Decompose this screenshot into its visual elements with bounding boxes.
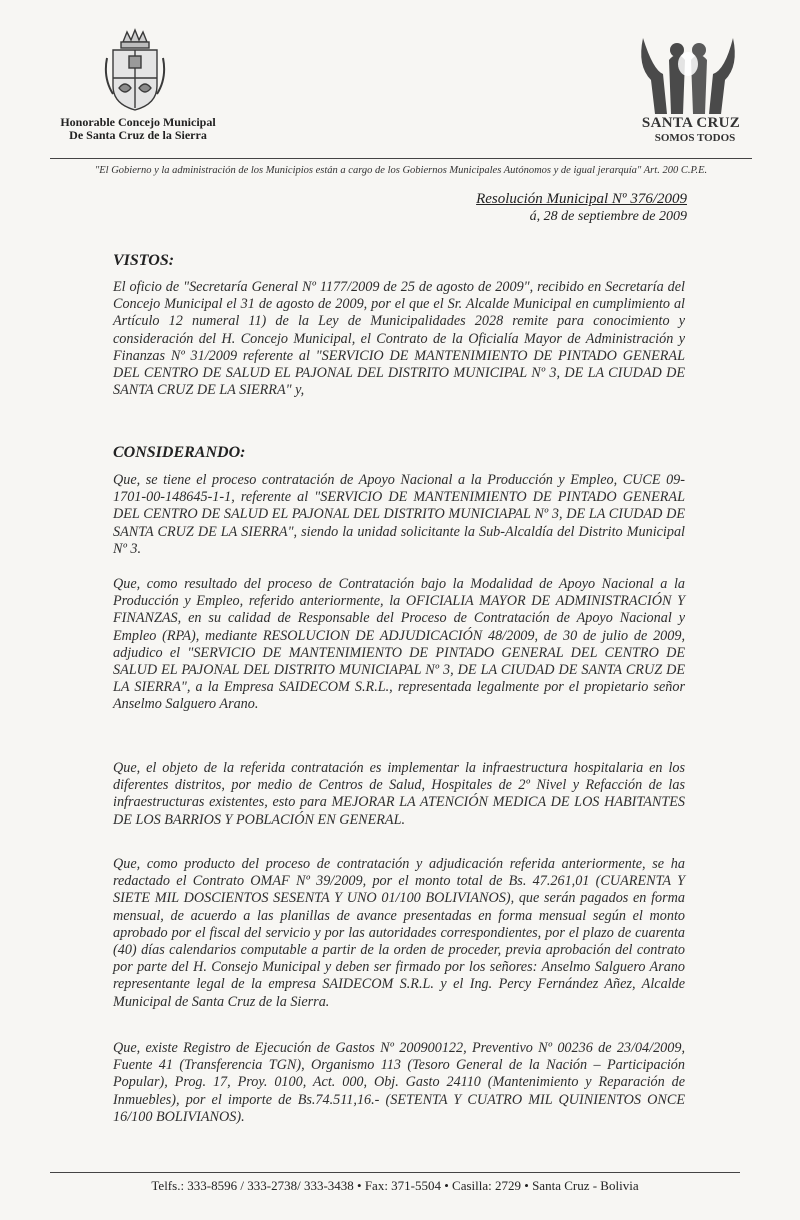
paragraph-considerando-5: Que, existe Registro de Ejecución de Gastos Nº 200900122, Preventivo Nº 00236 de 23/04/2009, Fuente 41 (Transferencia TGN), Organismo 113 (Tesoro General de la Nación – Participación Popular), Prog. 17, Proy. 0100, Act. 000, Obj. Gasto 24110 (Mantenimiento y Reparación de Inmuebles), por el importe de Bs.74.511,16.- (SETENTA Y CUATRO MIL QUINIENTOS ONCE 16/100 BOLIVIANOS). [113, 1040, 685, 1125]
paragraph-considerando-1: Que, se tiene el proceso contratación de Apoyo Nacional a la Producción y Empleo, CUCE 09-1701-00-148645-1-1, referente al "SERVICIO DE MANTENIMIENTO DE PINTADO GENERAL DEL CENTRO DE SALUD EL PAJONAL DEL DISTRITO MUNICIAPAL Nº 3, DE LA CIUDAD DE SANTA CRUZ DE LA SIERRA", siendo la unidad solicitante la Sub-Alcaldía del Distrito Municipal Nº 3. [113, 472, 685, 557]
constitution-motto: "El Gobierno y la administración de los Municipios están a cargo de los Gobiernos Municipales Autónomos y de igual jerarquía" Art. 200 C.P.E. [94, 165, 708, 176]
resolution-number: Resolución Municipal Nº 376/2009 [476, 191, 687, 207]
paragraph-considerando-4: Que, como producto del proceso de contratación y adjudicación referida anteriormente, se ha redactado el Contrato OMAF Nº 39/2009, por el monto total de Bs. 47.261,01 (CUARENTA Y SIETE MIL DOSCIENTOS SESENTA Y UNO 01/100 BOLIVIANOS), que serán pagados en forma mensual, de acuerdo a las planillas de avance presentadas en forma mensual según el monto aprobado por el fiscal del servicio y por las autoridades correspondientes, por el plazo de cuarenta (40) días calendarios computable a partir de la orden de proceder, previa aprobación del contrato por parte del H. Consejo Municipal y deben ser firmado por los señores: Anselmo Salguero Arano representante legal de la empresa SAIDECOM S.R.L. y el Ing. Percy Fernández Añez, Alcalde Municipal de Santa Cruz de la Sierra. [113, 856, 685, 1010]
footer-divider [50, 1172, 740, 1173]
municipal-crest-logo [103, 28, 167, 112]
santa-cruz-brand-logo [633, 30, 743, 116]
section-vistos: VISTOS: [113, 252, 175, 269]
council-name [48, 116, 228, 142]
header-divider [50, 158, 752, 159]
section-considerando: CONSIDERANDO: [113, 444, 246, 461]
brand-title: SANTA CRUZ [641, 115, 741, 131]
paragraph-considerando-3: Que, el objeto de la referida contratación es implementar la infraestructura hospitalaria en los diferentes distritos, por medio de Centros de Salud, Hospitales de 2º Nivel y Refacción de las infraestructuras existentes, esto para MEJORAR LA ATENCIÓN MEDICA DE LOS HABITANTES DE LOS BARRIOS Y POBLACIÓN EN GENERAL. [113, 760, 685, 828]
brand-subtitle: SOMOS TODOS [654, 132, 736, 144]
paragraph-vistos: El oficio de "Secretaría General Nº 1177/2009 de 25 de agosto de 2009", recibido en Secretaría del Concejo Municipal el 31 de agosto de 2009, por el que el Sr. Alcalde Municipal en cumplimiento al Artículo 12 numeral 11) de la Ley de Municipalidades 2028 remite para conocimiento y consideración del H. Concejo Municipal, el Contrato de la Oficialía Mayor de Administración y Finanzas Nº 31/2009 referente al "SERVICIO DE MANTENIMIENTO DE PINTADO GENERAL DEL CENTRO DE SALUD EL PAJONAL DEL DISTRITO MUNICIPAL Nº 3, DE LA CIUDAD DE SANTA CRUZ DE LA SIERRA" y, [113, 279, 685, 399]
council-name-line2: De Santa Cruz de la Sierra [69, 128, 207, 142]
footer-contact: Telfs.: 333-8596 / 333-2738/ 333-3438 • Fax: 371-5504 • Casilla: 2729 • Santa Cruz - Bolivia [151, 1178, 639, 1193]
paragraph-considerando-2: Que, como resultado del proceso de Contratación bajo la Modalidad de Apoyo Nacional a la Producción y Empleo, referido anteriormente, la OFICIALIA MAYOR DE ADMINISTRACIÓN Y FINANZAS, en su calidad de Responsable del Proceso de Contratación de Apoyo Nacional y Empleo (RPA), mediante RESOLUCION DE ADJUDICACIÓN 48/2009, de 30 de julio de 2009, adjudico el "SERVICIO DE MANTENIMIENTO DE PINTADO GENERAL DEL CENTRO DE SALUD EL PAJONAL DEL DISTRITO MUNICIAPAL Nº 3, DE LA CIUDAD DE SANTA CRUZ DE LA SIERRA", a la Empresa SAIDECOM S.R.L., representada legalmente por el propietario señor Anselmo Salguero Arano. [113, 576, 685, 713]
resolution-date: á, 28 de septiembre de 2009 [529, 209, 687, 224]
council-name-line1: Honorable Concejo Municipal [60, 115, 216, 129]
